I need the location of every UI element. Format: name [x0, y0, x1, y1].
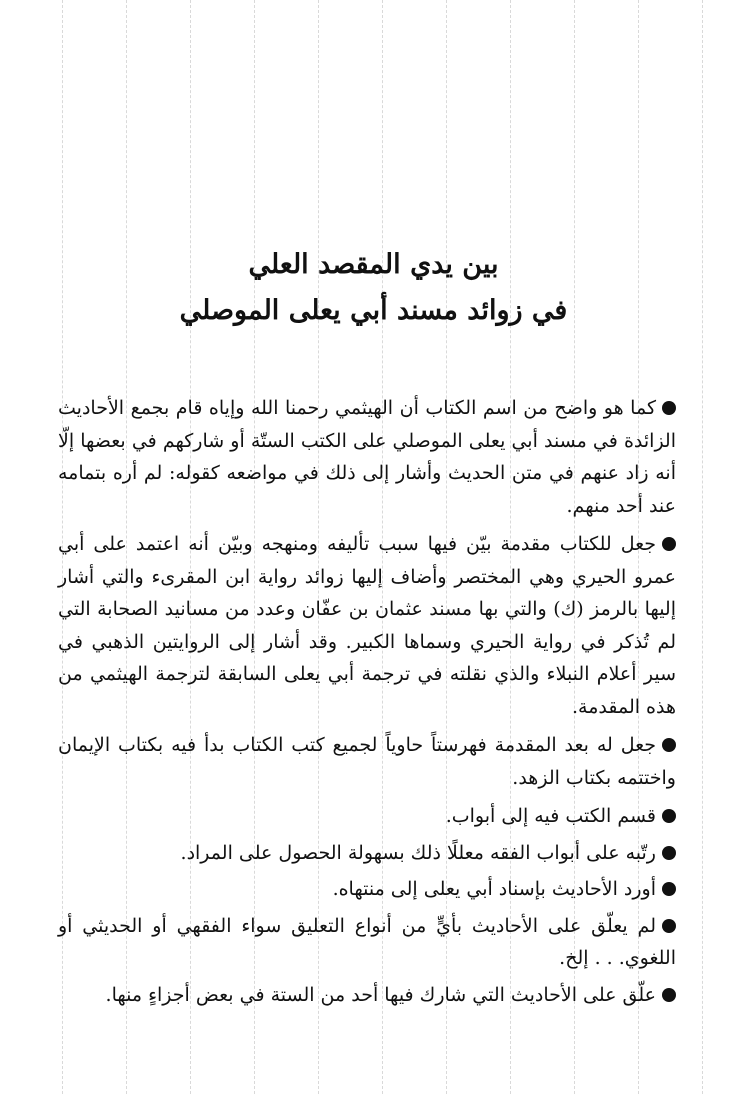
title-line-2: في زوائد مسند أبي يعلى الموصلي	[179, 295, 568, 326]
paragraph-text: رتّبه على أبواب الفقه معللًا ذلك بسهولة الحصول على المراد.	[180, 841, 656, 864]
page-title	[100, 242, 647, 334]
bullet-dot-icon	[662, 846, 676, 860]
bullet-dot-icon	[662, 738, 676, 752]
paragraph	[58, 729, 676, 794]
paragraph	[58, 979, 676, 1012]
paragraph-text: كما هو واضح من اسم الكتاب أن الهيثمي رحمنا الله وإياه قام بجمع الأحاديث الزائدة في مسند أبي يعلى الموصلي على الكتب الستّة أو شاركهم في بعضها إلّا أنه زاد عنهم في متن الحديث وأشار إلى ذلك في مواضعه كقوله: لم أره بتمامه عند أحد منهم.	[58, 397, 676, 517]
paragraph-text: قسم الكتب فيه إلى أبواب.	[445, 805, 656, 827]
paragraph	[58, 837, 676, 870]
paragraph-text: جعل له بعد المقدمة فهرستاً حاوياً لجميع كتب الكتاب بدأ فيه بكتاب الإيمان واختتمه بكتاب الزهد.	[58, 734, 676, 789]
bullet-dot-icon	[662, 919, 676, 933]
bullet-dot-icon	[662, 882, 676, 896]
bullet-dot-icon	[662, 401, 676, 415]
paragraph	[58, 873, 676, 906]
paragraph	[58, 392, 676, 522]
bullet-dot-icon	[662, 537, 676, 551]
title-line-1: بين يدي المقصد العلي	[248, 249, 499, 280]
body-text	[58, 392, 676, 1015]
paragraph-text: لم يعلّق على الأحاديث بأيٍّ من أنواع التعليق سواء الفقهي أو الحديثي أو اللغوي. . . إلخ.	[58, 914, 676, 969]
paragraph-text: علّق على الأحاديث التي شارك فيها أحد من الستة في بعض أجزاءٍ منها.	[105, 983, 656, 1006]
page-guide-line	[702, 0, 703, 1094]
paragraph	[58, 910, 676, 975]
paragraph-text: أورد الأحاديث بإسناد أبي يعلى إلى منتهاه.	[332, 878, 656, 900]
paragraph-text: جعل للكتاب مقدمة بيّن فيها سبب تأليفه ومنهجه وبيّن أنه اعتمد على أبي عمرو الحيري وهي المختصر وأضاف إليها زوائد رواية ابن المقرىء والتي أشار إليها بالرمز (ك) والتي بها مسند عثمان بن عفّان وعدد من مسانيد الصحابة التي لم تُذكر في رواية الحيري وسماها الكبير. وقد أشار إلى الروايتين الذهبي في سير أعلام النبلاء والذي نقلته في ترجمة أبي يعلى السابقة لترجمة الهيثمي من هذه المقدمة.	[58, 533, 676, 718]
paragraph	[58, 800, 676, 833]
bullet-dot-icon	[662, 988, 676, 1002]
bullet-dot-icon	[662, 809, 676, 823]
paragraph	[58, 528, 676, 723]
